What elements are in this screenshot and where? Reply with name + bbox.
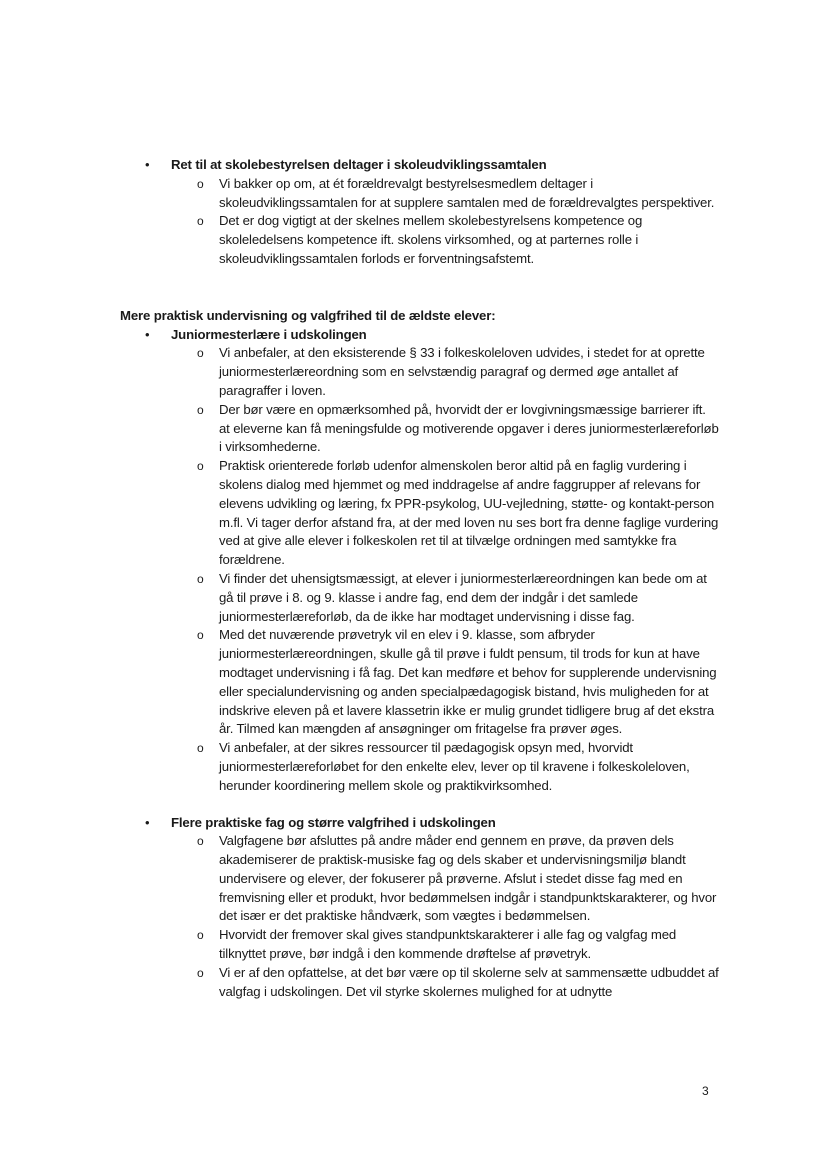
bullet-dot-icon: • xyxy=(145,326,150,342)
sub-item-text: Hvorvidt der fremover skal gives standpunktskarakterer i alle fag og valgfag med tilknyttet prøve, bør indgå i den kommende drøftelse af prøvetryk. xyxy=(219,927,677,962)
bullet-skolebestyrelse xyxy=(120,156,720,175)
sub-item-text: Vi er af den opfattelse, at det bør være op til skolerne selv at sammensætte udbuddet af valgfag i udskolingen. Det vil styrke skolernes mulighed for at udnytte xyxy=(219,964,719,999)
circle-bullet-icon: o xyxy=(197,928,204,943)
section-heading: Mere praktisk undervisning og valgfrihed til de ældste elever: xyxy=(120,307,496,323)
circle-bullet-icon: o xyxy=(197,628,204,643)
sub-item-text: Med det nuværende prøvetryk vil en elev i 9. klasse, som afbryder juniormesterlæreordningen, skulle gå til prøve i fuldt pensum, til trods for kun at have modtaget undervisning i få fag. Det kan medføre et behov for supplerende undervisning eller specialundervisning og anden specialpædagogisk bistand, hvis muligheden for at indskrive eleven på et lavere klassetrin ikke er mulig grundet tidligere brug af det ekstra år. Tilmed kan mængden af ansøgninger om fritagelse fra prøver øges. xyxy=(219,627,717,737)
circle-bullet-icon: o xyxy=(197,346,204,361)
sub-item xyxy=(120,626,720,739)
sub-item xyxy=(120,570,720,626)
sub-item xyxy=(120,212,720,268)
bullet-dot-icon: • xyxy=(145,157,150,172)
circle-bullet-icon: o xyxy=(197,459,204,474)
bullet-title: Juniormesterlære i udskolingen xyxy=(171,326,367,342)
circle-bullet-icon: o xyxy=(197,741,204,756)
circle-bullet-icon: o xyxy=(197,834,204,849)
circle-bullet-icon: o xyxy=(197,965,204,980)
sub-item xyxy=(120,832,720,926)
circle-bullet-icon: o xyxy=(197,176,204,191)
sub-item-text: Vi anbefaler, at den eksisterende § 33 i folkeskoleloven udvides, i stedet for at oprette juniormesterlæreordning som en selvstændig paragraf og dermed øge antallet af paragraffer i loven. xyxy=(219,345,705,398)
sub-item xyxy=(120,457,720,570)
circle-bullet-icon: o xyxy=(197,571,204,586)
bullet-praktiske-fag xyxy=(120,814,720,833)
document-body xyxy=(120,156,720,1001)
bullet-title: Ret til at skolebestyrelsen deltager i skoleudviklingssamtalen xyxy=(171,157,547,172)
sub-item xyxy=(120,964,720,1002)
page-number: 3 xyxy=(702,1084,709,1098)
sub-item-text: Der bør være en opmærksomhed på, hvorvidt der er lovgivningsmæssige barrierer ift. at eleverne kan få meningsfulde og motiverende opgaver i deres juniormesterlæreforløb i virksomhederne. xyxy=(219,401,719,455)
spacer xyxy=(120,796,720,814)
sub-item-text: Det er dog vigtigt at der skelnes mellem skolebestyrelsens kompetence og skoleledelsens kompetence ift. skolens virksomhed, og at parternes rolle i skoleudviklingssamtalen forlods er forventningsafstemt. xyxy=(219,213,643,266)
sub-item xyxy=(120,401,720,457)
sub-item xyxy=(120,175,720,213)
spacer xyxy=(120,269,720,307)
sub-item-text: Vi anbefaler, at der sikres ressourcer til pædagogisk opsyn med, hvorvidt juniormesterlæreforløbet for den enkelte elev, lever op til kravene i folkeskoleloven, herunder koordinering mellem skole og praktikvirksomhed. xyxy=(219,740,690,793)
bullet-juniormesterlaere xyxy=(120,326,720,345)
sub-item-text: Valgfagene bør afsluttes på andre måder end gennem en prøve, da prøven dels akademiserer de praktisk-musiske fag og dels skaber et undervisningsmiljø blandt undervisere og elever, der fokuserer på prøverne. Afslut i stedet disse fag med en fremvisning eller et produkt, hvor bedømmelsen indgår i standpunktskarakterer, og hvor det især er det praktiske håndværk, som vægtes i bedømmelsen. xyxy=(219,833,717,924)
sub-item-text: Vi finder det uhensigtsmæssigt, at elever i juniormesterlæreordningen kan bede om at gå til prøve i 8. og 9. klasse i andre fag, end dem der indgår i det samlede juniormesterlæreforløb, da de ikke har modtaget undervisning i disse fag. xyxy=(219,570,707,624)
sub-item xyxy=(120,926,720,964)
circle-bullet-icon: o xyxy=(197,402,204,417)
sub-item xyxy=(120,739,720,795)
sub-item-text: Vi bakker op om, at ét forældrevalgt bestyrelsesmedlem deltager i skoleudviklingssamtalen for at supplere samtalen med de forældrevalgtes perspektiver. xyxy=(219,175,715,210)
sub-item xyxy=(120,344,720,400)
bullet-dot-icon: • xyxy=(145,814,150,830)
circle-bullet-icon: o xyxy=(197,214,204,229)
bullet-title: Flere praktiske fag og større valgfrihed i udskolingen xyxy=(171,814,496,830)
sub-item-text: Praktisk orienterede forløb udenfor almenskolen beror altid på en faglig vurdering i skolens dialog med hjemmet og med inddragelse af andre faggrupper af relevans for elevens udvikling og læring, fx PPR-psykolog, UU-vejledning, støtte- og kontakt-person m.fl. Vi tager derfor afstand fra, at der med loven nu ses bort fra denne faglige vurdering ved at give alle elever i folkeskolen ret til at tilvælge ordningen med samtykke fra forældrene. xyxy=(219,458,719,568)
